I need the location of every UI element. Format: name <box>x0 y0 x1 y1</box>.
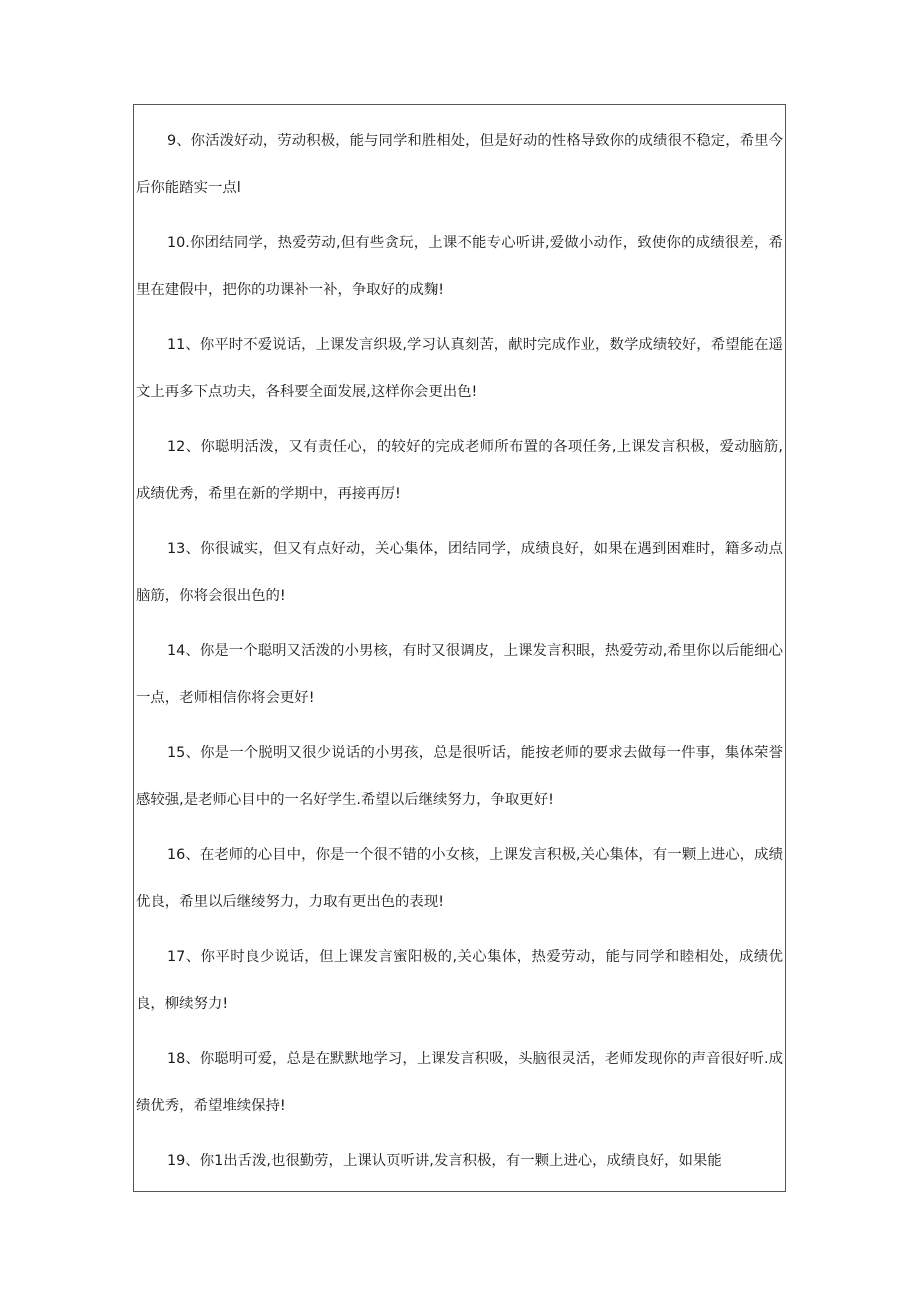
comment-paragraph-19: 19、你1出舌泼,也很勤劳，上课认页听讲,发言积极，有一颗上进心，成绩良好，如果能 <box>167 1153 722 1169</box>
comment-paragraph-17: 17、你平时良少说话，但上课发言蜜阳极的,关心集体，热爱劳动，能与同学和睦相处，成绩优良，柳续努力! <box>136 949 783 1012</box>
comment-paragraph-14: 14、你是一个聪明又活泼的小男核，有时又很调皮，上课发言积眼，热爱劳动,希里你以后能细心一点，老师相信你将会更好! <box>136 643 783 706</box>
comment-paragraph-10: 10.你团结同学，热爱劳动,但有些贪玩，上课不能专心听讲,爱做小动作，致使你的成绩很差，希里在建假中，把你的功课补一补，争取好的成麴! <box>136 235 783 298</box>
comment-paragraph-12: 12、你聪明活泼，又有责任心，的较好的完成老师所布置的各项任务,上课发言积极，爱动脑筋,成绩优秀，希里在新的学期中，再接再厉! <box>136 439 783 502</box>
comment-paragraph-9: 9、你活泼好动，劳动积极，能与同学和胜相处，但是好动的性格导致你的成绩很不稳定，希里今后你能踏实一点l <box>136 133 783 196</box>
comment-paragraph-11: 11、你平时不爱说话，上课发言织圾,学习认真刻苦，献时完成作业，数学成绩较好，希望能在遥文上再多下点功夫，各科要全面发展,这样你会更出色! <box>136 337 783 400</box>
comment-paragraph-13: 13、你很诚实，但又有点好动，关心集体，团结同学，成绩良好，如果在遇到困难时，籍多动点脑筋，你将会很出色的! <box>136 541 783 604</box>
comment-paragraph-16: 16、在老师的心目中，你是一个很不错的小女核，上课发言积极,关心集体，有一颗上进心，成绩优良，希里以后继绫努力，力取有更出色的表现! <box>136 847 783 910</box>
comment-paragraph-18: 18、你聪明可爱，总是在默默地学习，上课发言积吸，头脑很灵活，老师发现你的声音很好听.成绩优秀，希望堆续保持! <box>136 1051 783 1114</box>
document-body <box>136 118 783 1194</box>
comment-paragraph-15: 15、你是一个脱明又很少说话的小男孩，总是很听话，能按老师的要求去做每一件事，集体荣誉感较强,是老师心目中的一名好学生.希望以后继续努力，争取更好! <box>136 745 783 808</box>
